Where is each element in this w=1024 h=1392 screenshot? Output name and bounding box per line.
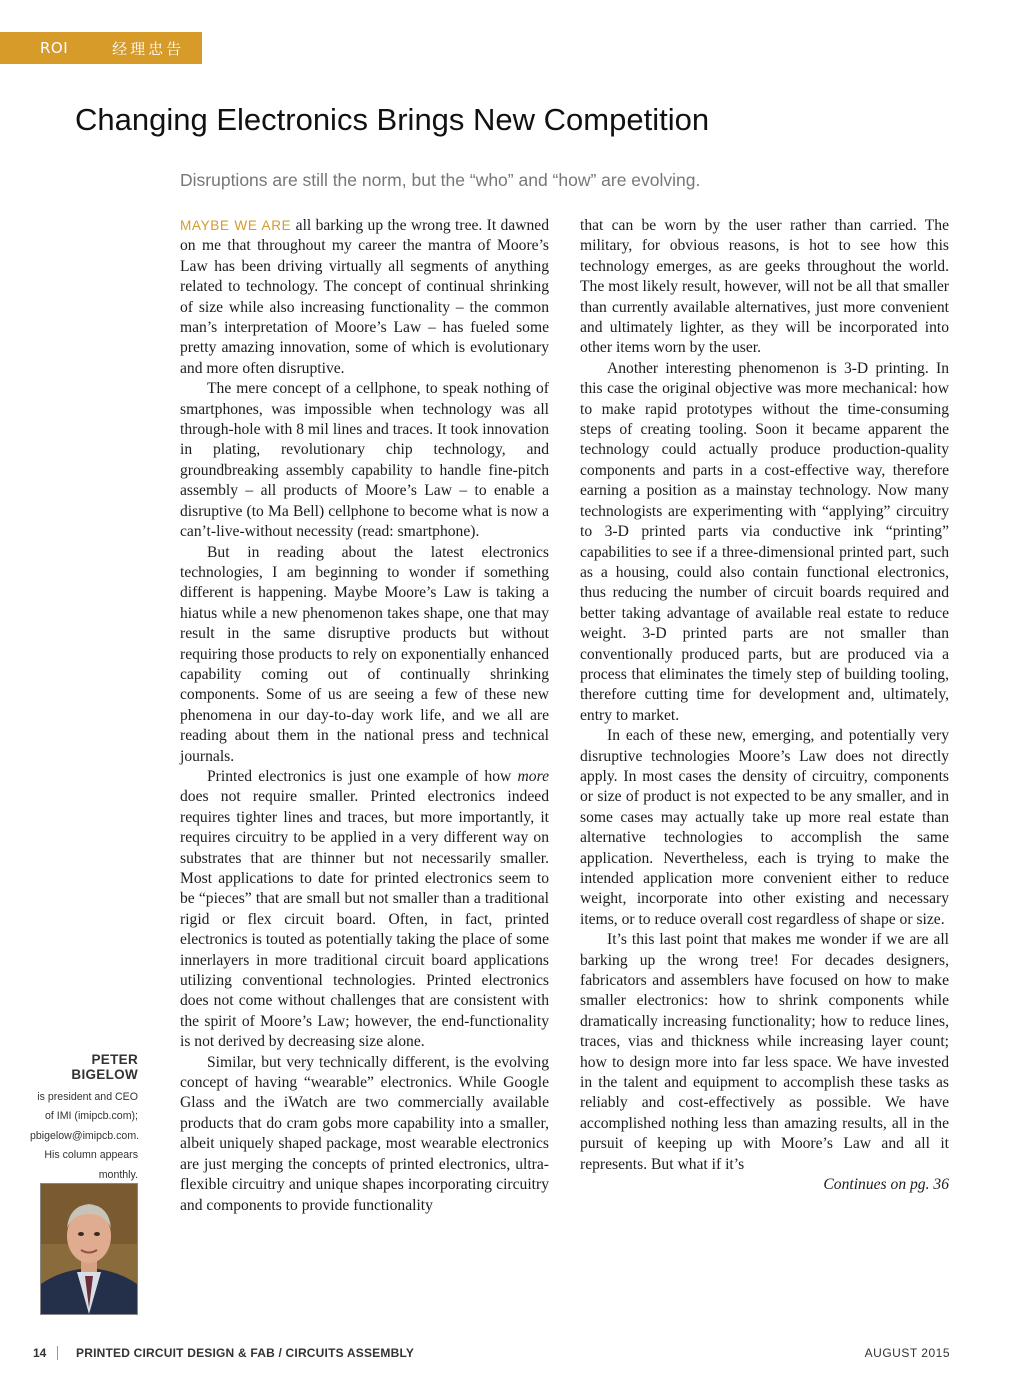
- paragraph-text: Printed electronics is just one example of how: [207, 767, 518, 785]
- author-photo: [40, 1183, 138, 1315]
- paragraph: that can be worn by the user rather than carried. The military, for obvious reasons, is hot to see how this technology emerges, as are geeks throughout the world. The most likely result, however, will not be all that smaller than currently available alternatives, just more convenient and ultimately lighter, as they will be incorporated into other items worn by the user.: [580, 217, 949, 357]
- footer-divider: [57, 1346, 58, 1360]
- lead-in: MAYBE WE ARE: [180, 218, 292, 233]
- left-column: [180, 216, 549, 1216]
- continues-link[interactable]: Continues on pg. 36: [823, 1176, 949, 1194]
- paragraph: But in reading about the latest electronics technologies, I am beginning to wonder if something different is happening. Maybe Moore’s Law is taking a hiatus while a new phenomenon takes shape, one that may result in the same disruptive products but without requiring those products to rely on exponentially enhanced capability coming out of continually shrinking components. Some of us are seeing a few of these new phenomena in our day-to-day work life, and we all are reading about them in the national press and technical journals.: [180, 543, 549, 765]
- paragraph-text: does not require smaller. Printed electronics indeed requires tighter lines and traces, but more importantly, it requires circuitry to be applied in a very different way on substrates that are thinner but not necessarily smaller. Most applications to date for printed electronics seem to be “pieces” that are small but not smaller than a traditional rigid or flex circuit board. Often, in fact, printed electronics is touted as potentially taking the place of some innerlayers in more traditional circuit board applications utilizing conventional technologies. Printed electronics does not come without challenges that are consistent with the spirit of Moore’s Law; however, the end-functionality is not derived by decreasing size alone.: [180, 788, 549, 1051]
- issue-date: AUGUST 2015: [864, 1346, 950, 1360]
- author-bio: is president and CEO of IMI (imipcb.com); pbigelow@imipcb.com. His column appears monthly.: [30, 1091, 140, 1181]
- paragraph: [180, 216, 549, 379]
- right-column: [580, 216, 949, 1196]
- section-tag: ROI: [40, 39, 69, 57]
- paragraph: Another interesting phenomenon is 3-D printing. In this case the original objective was more mechanical: how to make rapid prototypes without the time-consuming steps of creating tooling. Soon it became apparent the technology could actually produce production-quality components and parts in a cost-effective way, therefore earning a position as a mainstay technology. Now many technologists are experimenting with “applying” circuitry to 3-D printed parts via conductive ink “printing” capabilities to see if a three-dimensional printed part, such as a housing, could also contain functional electronics, thus reducing the number of circuit boards required and better taking advantage of available real estate to reduce weight. 3-D printed parts are not smaller than conventionally produced parts, but are produced via a process that eliminates the timely step of building tooling, therefore cutting time for development and, ultimately, entry to market.: [580, 359, 949, 724]
- paragraph: Similar, but very technically different, is the evolving concept of having “wearable” electronics. While Google Glass and the iWatch are two commercially available products that do cram gobs more capability into a smaller, albeit uniquely shaped package, most wearable electronics are just merging the concepts of printed electronics, ultra-flexible circuitry and unique shapes incorporating circuitry and components to provide functionality: [180, 1053, 549, 1214]
- page-number: 14: [33, 1346, 47, 1360]
- section-tag-bar: [0, 32, 202, 64]
- article-title: Changing Electronics Brings New Competition: [75, 102, 710, 137]
- paragraph: It’s this last point that makes me wonder if we are all barking up the wrong tree! For decades designers, fabricators and assemblers have focused on how to make smaller electronics: how to shrink components while dramatically increasing functionality; how to reduce lines, traces, vias and thickness while increasing layer count; how to design more into far less space. We have invested in the talent and equipment to accomplish these tasks as reliably and cost-effectively as possible. We have accomplished nothing less than amazing results, all in the pursuit of keeping up with Moore’s Law and all it represents. But what if it’s: [580, 931, 949, 1173]
- paragraph-text: all barking up the wrong tree. It dawned on me that throughout my career the mantra of Moore’s Law has been driving virtually all segments of anything related to technology. The concept of continual shrinking of size while also increasing functionality – the common man’s interpretation of Moore’s Law – has fueled some pretty amazing innovation, some of which is evolutionary and more often disruptive.: [180, 217, 549, 377]
- section-tag-cn: 经理忠告: [112, 39, 185, 58]
- paragraph: [180, 767, 549, 1053]
- article-subtitle: Disruptions are still the norm, but the “who” and “how” are evolving.: [180, 170, 701, 190]
- author-box: [30, 1052, 138, 1185]
- emphasis-text: more: [517, 767, 549, 785]
- paragraph: In each of these new, emerging, and potentially very disruptive technologies Moore’s Law does not directly apply. In most cases the density of circuitry, components or size of product is not expected to be any smaller, and in some cases may actually take up more real estate than alternative technologies to accomplish the same application. Nevertheless, each is trying to make the intended application more convenient either to reduce weight, incorporate into other existing and necessary items, or to reduce overall cost regardless of shape or size.: [580, 727, 949, 928]
- paragraph: The mere concept of a cellphone, to speak nothing of smartphones, was impossible when technology was all through-hole with 8 mil lines and traces. It took innovation in plating, revolutionary chip technology, and groundbreaking assembly capability to handle fine-pitch assembly – all products of Moore’s Law – to enable a disruptive (to Ma Bell) cellphone to become what is now a can’t-live-without necessity (read: smartphone).: [180, 380, 549, 541]
- publication-name: PRINTED CIRCUIT DESIGN & FAB / CIRCUITS ASSEMBLY: [76, 1346, 415, 1360]
- author-name: PETER BIGELOW: [71, 1052, 138, 1082]
- footer: [0, 1346, 1024, 1364]
